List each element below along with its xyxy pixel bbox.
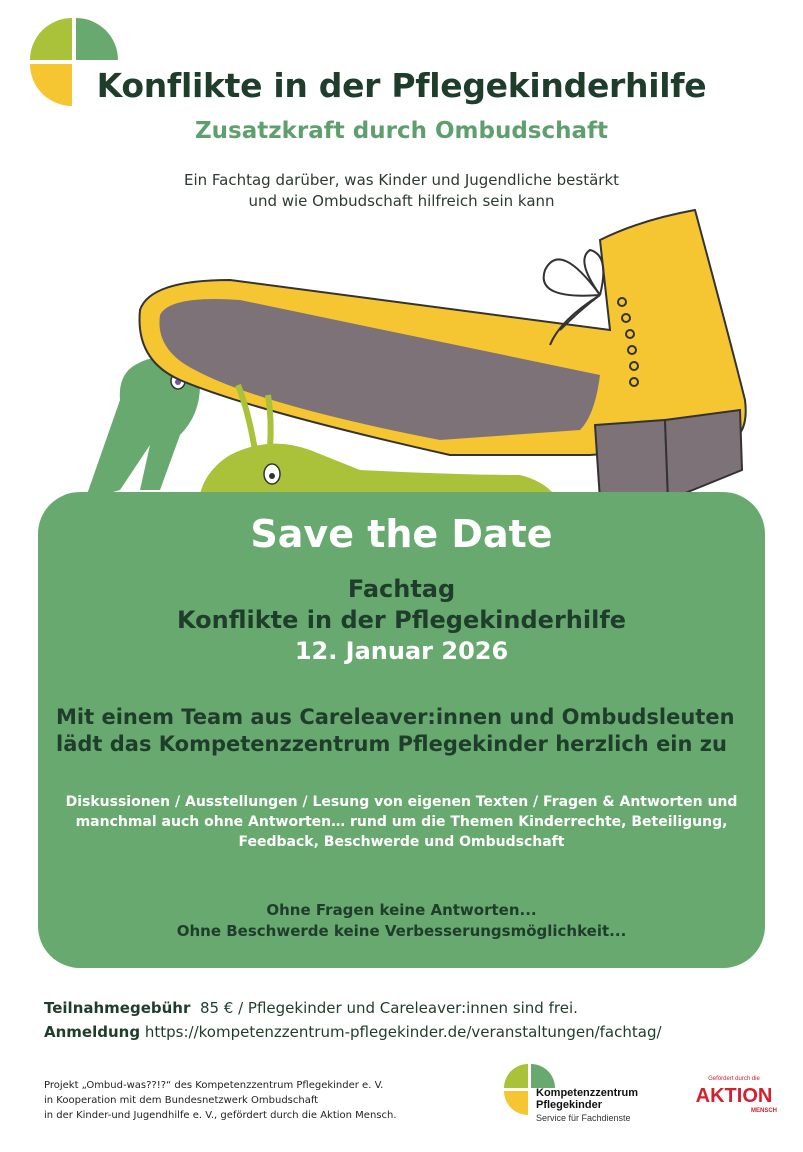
aktion-mensch-logo-icon: [684, 1072, 784, 1122]
topics-text: [50, 792, 753, 852]
topics-line: manchmal auch ohne Antworten… rund um die Themen Kinderrechte, Beteiligung,: [75, 814, 728, 830]
registration-info: [44, 996, 784, 1044]
event-title: Konflikte in der Pflegekinderhilfe: [176, 606, 627, 634]
event-info: [38, 574, 765, 667]
fee-label: Teilnahmegebühr: [44, 999, 191, 1017]
page-title: Konflikte in der Pflegekinderhilfe: [96, 66, 707, 105]
footer-line: Projekt „Ombud-was??!?“ des Kompetenzzentrum Pflegekinder e. V.: [44, 1080, 384, 1091]
am-name-text: AKTION: [695, 1085, 773, 1107]
kz-name-1: Kompetenzzentrum: [536, 1087, 639, 1099]
intro-line: Ein Fachtag darüber, was Kinder und Jugendliche bestärkt: [183, 171, 620, 189]
kz-service: Service für Fachdienste: [536, 1113, 631, 1123]
am-funded-text: Gefördert durch die: [708, 1076, 760, 1082]
am-mensch-text: MENSCH: [750, 1108, 778, 1114]
signup-link[interactable]: https://kompetenzzentrum-pflegekinder.de/veranstaltungen/fachtag/: [144, 1023, 662, 1041]
event-type: Fachtag: [347, 575, 456, 603]
motto-text: [38, 900, 765, 942]
signup-row: [44, 1020, 784, 1044]
invite-line: lädt das Kompetenzzentrum Pflegekinder herzlich ein zu: [56, 732, 727, 756]
topics-line: Feedback, Beschwerde und Ombudschaft: [238, 834, 565, 850]
fee-text: 85 € / Pflegekinder und Careleaver:innen sind frei.: [199, 999, 578, 1017]
topics-line: Diskussionen / Ausstellungen / Lesung von eigenen Texten / Fragen & Antworten und: [65, 794, 738, 810]
signup-label: Anmeldung: [44, 1023, 141, 1041]
kz-name-2: Pflegekinder: [536, 1099, 603, 1111]
footer-line: in der Kinder-und Jugendhilfe e. V., gefördert durch die Aktion Mensch.: [44, 1110, 397, 1121]
event-date: 12. Januar 2026: [294, 637, 509, 665]
footer-credits: [44, 1078, 484, 1123]
page-subtitle: Zusatzkraft durch Ombudschaft: [194, 118, 609, 144]
save-the-date-heading: Save the Date: [250, 512, 553, 556]
boot-illustration: [0, 200, 803, 540]
fee-row: [44, 996, 784, 1020]
motto-line: Ohne Fragen keine Antworten...: [266, 901, 537, 919]
kompetenzzentrum-logo-text: [536, 1087, 638, 1123]
invitation-text: [56, 704, 756, 758]
motto-line: Ohne Beschwerde keine Verbesserungsmöglichkeit...: [176, 922, 627, 940]
invite-line: Mit einem Team aus Careleaver:innen und Ombudsleuten: [56, 705, 735, 729]
intro-line: und wie Ombudschaft hilfreich sein kann: [248, 192, 555, 210]
footer-line: in Kooperation mit dem Bundesnetzwerk Ombudschaft: [44, 1095, 319, 1106]
